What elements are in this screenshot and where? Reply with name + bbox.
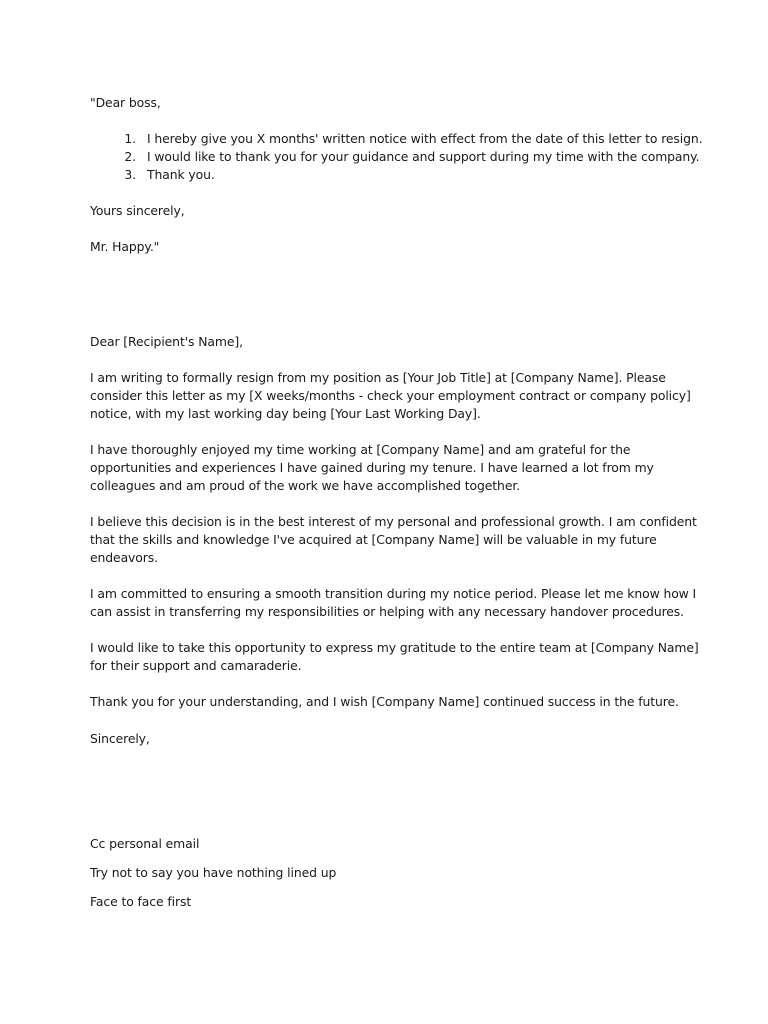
list-item: [90, 148, 700, 166]
list-item: [90, 166, 215, 184]
paragraph: [90, 639, 699, 675]
paragraph-line: that the skills and knowledge I've acquired at [Company Name] will be valuable in my future: [90, 532, 657, 547]
paragraph: [90, 369, 691, 423]
letter1-signature: Mr. Happy.": [90, 239, 160, 254]
letter1-closing: Yours sincerely,: [90, 203, 185, 218]
list-item-number: 2.: [124, 149, 136, 164]
letter2-closing: Sincerely,: [90, 731, 150, 746]
paragraph-line: I have thoroughly enjoyed my time working at [Company Name] and am grateful for the: [90, 442, 631, 457]
paragraph: [90, 513, 697, 567]
paragraph-line: consider this letter as my [X weeks/months - check your employment contract or company policy]: [90, 388, 691, 403]
paragraph: [90, 693, 680, 711]
list-item-text: Thank you.: [147, 167, 215, 182]
paragraph-line: endeavors.: [90, 550, 158, 565]
paragraph-line: for their support and camaraderie.: [90, 658, 302, 673]
paragraph-line: notice, with my last working day being [Your Last Working Day].: [90, 406, 481, 421]
letter1-greeting: "Dear boss,: [90, 95, 161, 110]
paragraph-line: I am writing to formally resign from my position as [Your Job Title] at [Company Name]. Please: [90, 370, 666, 385]
list-item: [90, 130, 703, 148]
paragraph-line: opportunities and experiences I have gained during my tenure. I have learned a lot from my: [90, 460, 654, 475]
note-item: Try not to say you have nothing lined up: [90, 865, 337, 880]
list-item-text: I would like to thank you for your guidance and support during my time with the company.: [147, 149, 700, 164]
list-item-text: I hereby give you X months' written notice with effect from the date of this letter to resign.: [147, 131, 703, 146]
paragraph-line: I believe this decision is in the best interest of my personal and professional growth. I am confident: [90, 514, 697, 529]
list-item-number: 3.: [124, 167, 136, 182]
paragraph-line: can assist in transferring my responsibilities or helping with any necessary handover procedures.: [90, 604, 685, 619]
paragraph-line: Thank you for your understanding, and I wish [Company Name] continued success in the future.: [90, 694, 679, 709]
note-item: Cc personal email: [90, 836, 200, 851]
paragraph-line: colleagues and am proud of the work we have accomplished together.: [90, 478, 521, 493]
list-item-number: 1.: [124, 131, 136, 146]
paragraph: [90, 585, 697, 621]
letter2-greeting: Dear [Recipient's Name],: [90, 334, 243, 349]
paragraph-line: I am committed to ensuring a smooth transition during my notice period. Please let me know how I: [90, 586, 697, 601]
paragraph: [90, 441, 680, 495]
paragraph-line: I would like to take this opportunity to express my gratitude to the entire team at [Company Name]: [90, 640, 699, 655]
note-item: Face to face first: [90, 894, 192, 909]
